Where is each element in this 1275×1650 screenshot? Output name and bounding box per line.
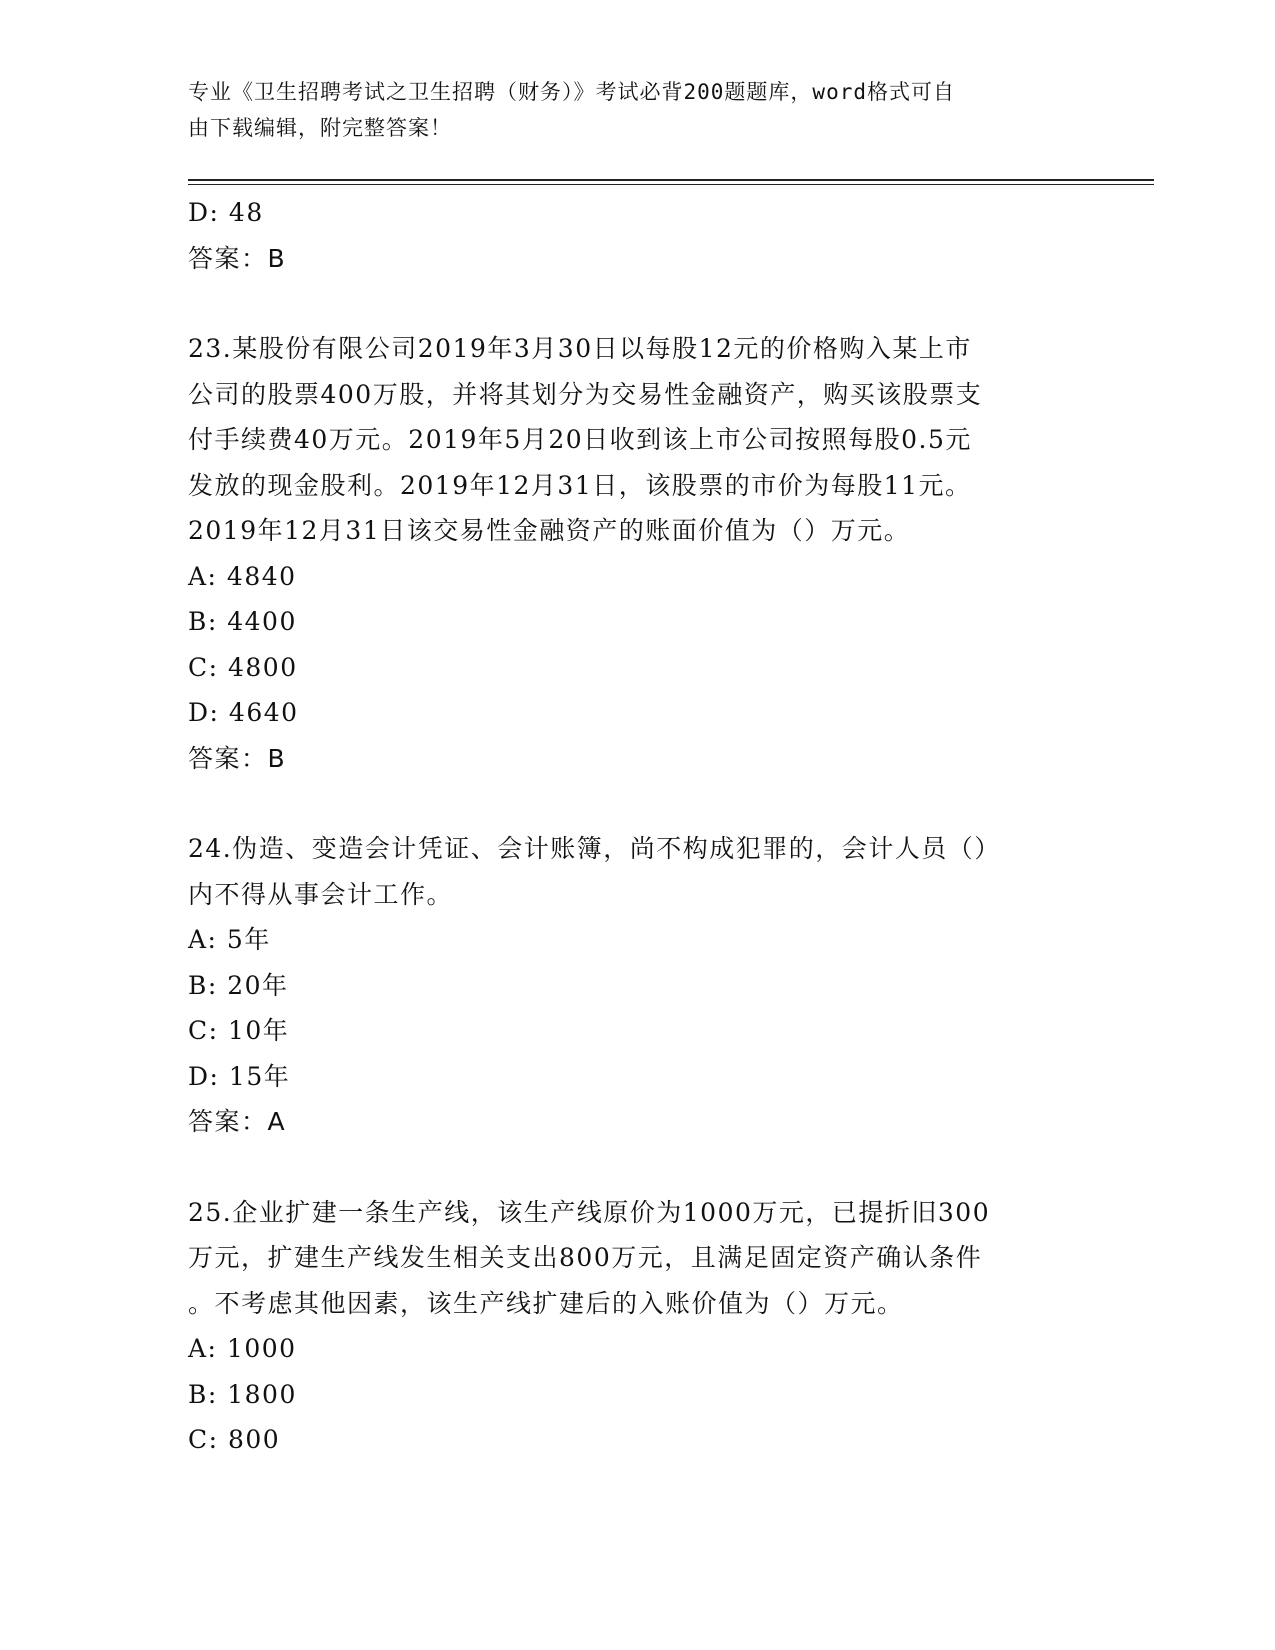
question-25 — [188, 1190, 1068, 1463]
header-line-2: 由下载编辑，附完整答案！ — [188, 116, 452, 140]
option-b: B: 1800 — [188, 1379, 297, 1409]
answer-line: 答案：B — [188, 243, 287, 273]
spacer — [188, 781, 1068, 826]
document-body — [188, 190, 1068, 1463]
question-24 — [188, 826, 1068, 1145]
header-line-1: 专业《卫生招聘考试之卫生招聘（财务）》考试必背200题题库，word格式可自 — [188, 80, 955, 104]
option-b: B: 20年 — [188, 970, 289, 1000]
question-text-line: 23.某股份有限公司2019年3月30日以每股12元的价格购入某上市 — [188, 334, 972, 363]
option-d: D: 48 — [188, 198, 264, 227]
option-a: A: 4840 — [188, 561, 297, 591]
question-text-line: 2019年12月31日该交易性金融资产的账面价值为（）万元。 — [188, 516, 911, 545]
question-text-line: 发放的现金股利。2019年12月31日，该股票的市价为每股11元。 — [188, 470, 972, 500]
option-a: A: 5年 — [188, 925, 271, 954]
option-d: D: 15年 — [188, 1061, 291, 1091]
option-a: A: 1000 — [188, 1334, 297, 1363]
question-text-line: 25.企业扩建一条生产线，该生产线原价为1000万元，已提折旧300 — [188, 1197, 991, 1227]
answer-line: 答案：A — [188, 1107, 287, 1136]
spacer — [188, 1145, 1068, 1190]
option-b: B: 4400 — [188, 607, 297, 636]
document-header — [188, 74, 1088, 146]
option-c: C: 4800 — [188, 652, 298, 682]
question-text-line: 24.伪造、变造会计凭证、会计账簿，尚不构成犯罪的，会计人员（） — [188, 834, 1001, 863]
question-text-line: 付手续费40万元。2019年5月20日收到该上市公司按照每股0.5元 — [188, 425, 972, 454]
spacer — [188, 281, 1068, 326]
question-text-line: 万元，扩建生产线发生相关支出800万元，且满足固定资产确认条件 — [188, 1243, 983, 1272]
question-text-line: 。不考虑其他因素，该生产线扩建后的入账价值为（）万元。 — [188, 1288, 904, 1318]
option-c: C: 10年 — [188, 1016, 290, 1045]
question-text-line: 内不得从事会计工作。 — [188, 879, 454, 909]
header-rule-thin — [188, 184, 1154, 185]
header-rule-thick — [188, 179, 1154, 181]
question-23 — [188, 326, 1068, 781]
option-c: C: 800 — [188, 1425, 281, 1454]
question-text-line: 公司的股票400万股，并将其划分为交易性金融资产，购买该股票支 — [188, 379, 983, 409]
answer-line: 答案：B — [188, 743, 287, 773]
option-d: D: 4640 — [188, 698, 299, 727]
